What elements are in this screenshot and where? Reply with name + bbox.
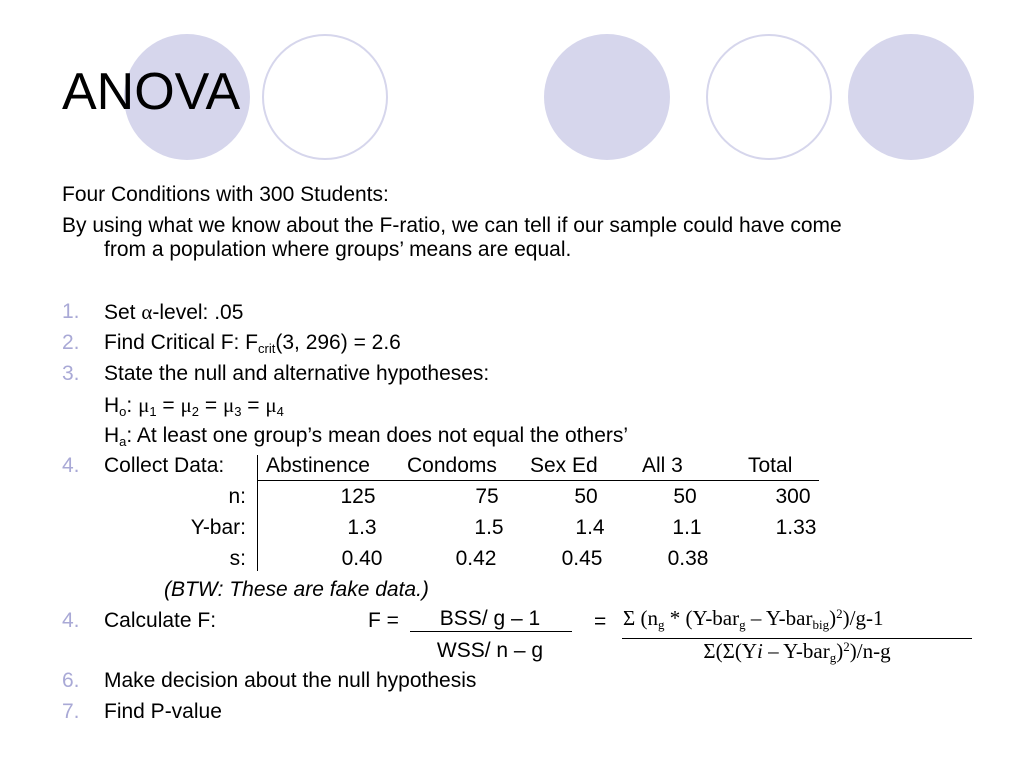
decorative-ring-1 (262, 34, 388, 160)
f-denominator: WSS/ n – g (436, 639, 544, 662)
intro-line-2: By using what we know about the F-ratio, we can tell if our sample could have come (62, 214, 842, 237)
f-right-numerator: Σ $(n_g * (Y-bar_g - Y-bar_{big})^2)/g-1$ (623, 606, 884, 632)
f-label: F = (368, 609, 399, 632)
f-numerator: BSS/ g – 1 (439, 607, 541, 630)
col-header-condoms: Condoms (407, 454, 497, 477)
f-equals: = (594, 610, 607, 633)
table-header-underline (257, 480, 819, 481)
cell-ybar-all-3: 1.1 (672, 516, 702, 539)
step-4-number: 4. (62, 454, 80, 477)
step-4-text: Collect Data: (104, 454, 225, 477)
f-fraction-bar (410, 631, 572, 632)
intro-line-1: Four Conditions with 300 Students: (62, 183, 389, 206)
cell-s-all-3: 0.38 (667, 547, 709, 570)
step-2-number: 2. (62, 331, 80, 354)
decorative-circle-2 (544, 34, 670, 160)
step-3-text: State the null and alternative hypotheses: (104, 362, 490, 385)
step-6-number: 6. (62, 669, 80, 692)
step-7-number: 7. (62, 700, 80, 723)
step-7-text: Find P-value (104, 700, 222, 723)
row-label-s: s: (229, 547, 246, 570)
slide-title: ANOVA (62, 63, 241, 121)
f-right-denominator: Σ(Σ(Yi – Y-bar$_g$)$^2$)/n-g (703, 639, 891, 665)
null-hypothesis: $H_o$: $\mu_1 = \mu_2 = \mu_3 = \mu_4$ (104, 393, 284, 419)
step-5-text: Calculate F: (104, 609, 217, 632)
decorative-circle-3 (848, 34, 974, 160)
alt-hypothesis: $H_a$: At least one group’s mean does not equal the others’ (104, 424, 629, 449)
cell-ybar-sex-ed: 1.4 (575, 516, 605, 539)
col-header-abstinence: Abstinence (266, 454, 370, 477)
step-2-text: Find Critical F: $F_{crit}(3$, 296) = 2.6 (104, 331, 401, 356)
row-label-ybar: Y-bar: (190, 516, 246, 539)
table-vertical-divider (257, 455, 258, 571)
col-header-all-3: All 3 (642, 454, 683, 477)
decorative-ring-2 (706, 34, 832, 160)
cell-s-abstinence: 0.40 (341, 547, 383, 570)
cell-ybar-total: 1.33 (775, 516, 817, 539)
step-3-number: 3. (62, 362, 80, 385)
cell-n-abstinence: 125 (340, 485, 376, 508)
step-1-text: Set α-level: .05 (104, 300, 244, 324)
cell-n-sex-ed: 50 (574, 485, 598, 508)
intro-line-2-cont: from a population where groups’ means are equal. (104, 238, 572, 261)
cell-ybar-abstinence: 1.3 (347, 516, 377, 539)
fake-data-note: (BTW: These are fake data.) (164, 578, 429, 601)
cell-n-total: 300 (775, 485, 811, 508)
cell-n-all-3: 50 (673, 485, 697, 508)
step-6-text: Make decision about the null hypothesis (104, 669, 477, 692)
step-5-number: 4. (62, 609, 80, 632)
col-header-sex-ed: Sex Ed (530, 454, 598, 477)
row-label-n: n: (228, 485, 246, 508)
step-1-number: 1. (62, 300, 80, 323)
cell-ybar-condoms: 1.5 (474, 516, 504, 539)
cell-s-condoms: 0.42 (455, 547, 497, 570)
cell-s-sex-ed: 0.45 (561, 547, 603, 570)
cell-n-condoms: 75 (475, 485, 499, 508)
col-header-total: Total (748, 454, 793, 477)
